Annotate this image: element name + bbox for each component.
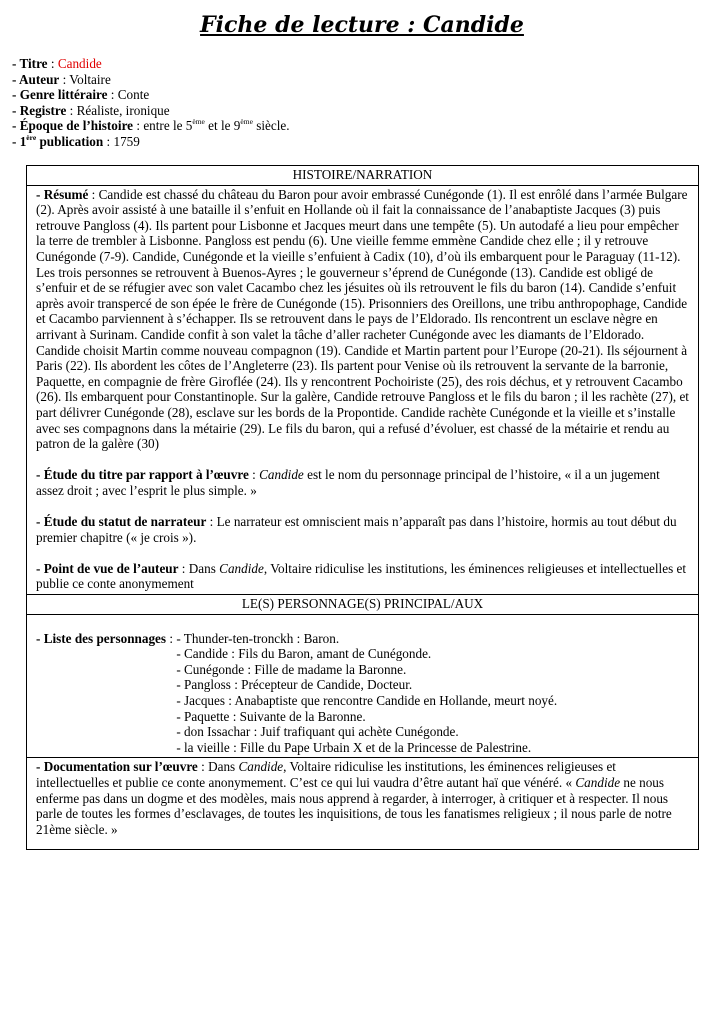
meta-titre-value: Candide [57,56,102,71]
statut-paragraph: - Étude du statut de narrateur : Le narrateur est omniscient mais n’apparaît pas dans l’histoire, hormis au tout début du premier chapitre (« je crois »). [36,514,677,545]
meta-publication-label-pre: 1 [19,133,27,149]
list-item: - la vieille : Fille du Pape Urbain X et de la Princesse de Palestrine. [176,739,532,755]
personnages-section [27,614,699,758]
histoire-section [27,185,699,594]
documentation-paragraph: - Documentation sur l’œuvre : Dans Candide, Voltaire ridiculise les institutions, les éminences religieuses et intellectuelles et publie ce conte anonymement. C’est ce qui lui vaudra d’être autant haï que vénéré. « Candide ne nous enferme pas dans un dogme et des modèles, mais nous apprend à regarder, à interroger, à critiquer et à respecter. Il nous parle de toutes les formes d’esclavages, de toutes les inquisitions, de tous les fanatismes religieux ; il nous parle de notre 21ème siècle. » [36,759,672,837]
book-metadata [12,56,712,150]
pdv-paragraph: - Point de vue de l’auteur : Dans Candide, Voltaire ridiculise les institutions, les éminences religieuses et intellectuelles et publie ce conte anonymement [36,560,687,592]
resume-text: Candide est chassé du château du Baron pour avoir embrassé Cunégonde (1). Il est enrôlé dans l’armée Bulgare (2). Après avoir assisté à une bataille il s’enfuit en Hollande où il fait la connaissance de l’anabaptiste Jacques (3) puis retrouve Pangloss (4). Ils partent pour Lisbonne et Jacques meurt dans une tempête (5). Un autodafé a lieu pour empêcher la terre de trembler à Lisbonne. Pangloss est pendu (6). Une vieille femme emmène Candide chez elle ; il y retrouve Cunégonde (7-9). Candide, Cunégonde et la vieille s’enfuient à Cadix (10), d’où ils embarquent pour le Paraguay (11-12). Les trois personnes se retrouvent à Buenos-Ayres ; le gouverneur s’éprend de Cunégonde (13). Candide est obligé de s’enfuir et de se réfugier avec son valet Cacambo chez les jésuites où ils retrouvent le fils du baron (14). Candide s’enfuit après avoir transpercé de son épée le frère de Cunégonde (15). Prisonniers des Oreillons, une tribu anthropophage, Candide et Cacambo parviennent à s’échapper. Ils se retrouvent dans le pays de l’Eldorado. Ils rencontrent un esclave nègre en arrivant à Surinam. Candide confit à son valet la tâche d’aller racheter Cunégonde avec les diamants de l’Eldorado. Candide choisit Martin comme nouveau compagnon (19). Candide et Martin partent pour l’Europe (20-21). Ils séjournent à Paris (22). Ils abordent les côtes de l’Angleterre (23). Ils partent pour Venise où ils retrouvent la servante de la barronie, Paquette, en compagnie de frère Giroflée (24). Ils y rencontrent Pochoiriste (25), des rois déchus, et y retrouvent Cacambo (26). Ils embarquent pour Constantinople. Sur la galère, Candide retrouve Pangloss et le fils du baron ; il les rachète (27), et part délivrer Cunégonde (28), esclave sur les bords de la Propontide. Candide rachète Cunégonde et la vieille et s’installe avec ses compagnons dans la métairie (29). Le fils du baron, qui a refusé d’évoluer, est chassé de la métairie et rendu au patron de la galère (30) [36,186,689,452]
meta-publication-label-post: publication [36,133,104,149]
meta-epoque-pre: entre le 5 [143,118,193,134]
meta-genre: - Genre littéraire : Conte [12,87,150,103]
list-item: - Cunégonde : Fille de madame la Baronne. [176,661,407,677]
meta-epoque-sup1: ème [192,117,205,127]
meta-auteur: - Auteur : Voltaire [12,71,111,87]
list-item: - Jacques : Anabaptiste que rencontre Candide en Hollande, meurt noyé. [176,693,558,708]
titre-study-em: Candide [259,467,304,483]
meta-publication-label-sup: ère [26,132,37,142]
page-title: Fiche de lecture : Candide [200,12,524,38]
personnages-label-cell: - Liste des personnages : [36,630,177,646]
personnages-heading: LE(S) PERSONNAGE(S) PRINCIPAL/AUX [27,595,699,615]
documentation-pre: Dans [208,759,239,775]
meta-titre: - Titre : Candide [12,56,102,71]
meta-titre-label: Titre [19,56,48,71]
meta-registre-value: Réaliste, ironique [76,102,170,118]
list-item: - don Issachar : Juif trafiquant qui achète Cunégonde. [176,724,459,740]
reading-sheet-table [26,165,699,850]
meta-genre-value: Conte [117,87,150,103]
resume-paragraph: - Résumé : Candide est chassé du château du Baron pour avoir embrassé Cunégonde (1). Il est enrôlé dans l’armée Bulgare (2). Après avoir assisté à une bataille il s’enfuit en Hollande où il fait la connaissance de l’anabaptiste Jacques (3) puis retrouve Pangloss (4). Ils partent pour Lisbonne et Jacques meurt dans une tempête (5). Un autodafé a lieu pour empêcher la terre de trembler à Lisbonne. Pangloss est pendu (6). Une vieille femme emmène Candide chez elle ; il y retrouve Cunégonde (7-9). Candide, Cunégonde et la vieille s’enfuient à Cadix (10), d’où ils embarquent pour le Paraguay (11-12). Les trois personnes se retrouvent à Buenos-Ayres ; le gouverneur s’éprend de Cunégonde (13). Candide est obligé de s’enfuir et de se réfugier avec son valet Cacambo chez les jésuites où ils retrouvent le fils du baron (14). Candide s’enfuit après avoir transpercé de son épée le frère de Cunégonde (15). Prisonniers des Oreillons, une tribu anthropophage, Candide et Cacambo parviennent à s’échapper. Ils se retrouvent dans le pays de l’Eldorado. Ils rencontrent un esclave nègre en arrivant à Surinam. Candide confit à son valet la tâche d’aller racheter Cunégonde avec les diamants de l’Eldorado. Candide choisit Martin comme nouveau compagnon (19). Candide et Martin partent pour l’Europe (20-21). Ils séjournent à Paris (22). Ils abordent les côtes de l’Angleterre (23). Ils partent pour Venise où ils retrouvent la servante de la barronie, Paquette, en compagnie de frère Giroflée (24). Ils y rencontrent Pochoiriste (25), des rois déchus, et y retrouvent Cacambo (26). Ils embarquent pour Constantinople. Sur la galère, Candide retrouve Pangloss et le fils du baron ; il les rachète (27), et part délivrer Cunégonde (28), esclave sur les bords de la Propontide. Candide rachète Cunégonde et la vieille et s’installe avec ses compagnons dans la métairie (29). Le fils du baron, qui a refusé d’évoluer, est chassé de la métairie et rendu au patron de la galère (30) [36,186,689,452]
meta-epoque-label: Époque de l’histoire [19,118,134,134]
personnages-list [36,631,557,756]
list-item: - Thunder-ten-tronckh : Baron. [176,630,340,646]
meta-genre-label: Genre littéraire [19,87,108,103]
meta-epoque-mid: et le 9 [204,118,241,134]
documentation-mid: , Voltaire ridiculise les institutions, les éminences religieuses et intellectuelles et publie ce conte anonymement. C’est ce qui lui vaudra d’être autant haï que vénéré. « [36,759,616,790]
list-item: - Candide : Fils du Baron, amant de Cunégonde. [176,646,432,662]
meta-publication-value: 1759 [113,133,140,149]
documentation-em2: Candide [575,774,621,790]
titre-study-text: est le nom du personnage principal de l’histoire, « il a un jugement assez droit ; avec l’esprit le plus simple. » [36,467,660,498]
titre-study-label: - Étude du titre par rapport à l’œuvre [36,467,249,483]
meta-auteur-value: Voltaire [69,71,111,87]
meta-auteur-label: Auteur [18,71,60,87]
personnages-items [176,631,557,756]
resume-label: - Résumé [36,186,89,202]
documentation-em1: Candide [238,759,284,775]
list-item: - Pangloss : Précepteur de Candide, Docteur. [176,677,413,693]
meta-registre: - Registre : Réaliste, ironique [12,102,170,118]
histoire-heading: HISTOIRE/NARRATION [27,166,699,186]
documentation-label: - Documentation sur l’œuvre [36,759,198,775]
meta-epoque-sup2: ème [240,117,253,127]
pdv-em: Candide [219,560,264,576]
meta-registre-label: Registre [19,102,67,118]
documentation-post: ne nous enferme pas dans un dogme et des modèles, mais nous apprend à regarder, à interroger, à critiquer et à respecter. Il nous parle de toutes les formes d’esclavages, de toutes les inquisitions, de tous les fanatismes religieux ; il nous parle de notre 21ème siècle. » [36,774,672,837]
statut-text: Le narrateur est omniscient mais n’apparaît pas dans l’histoire, hormis au tout début du premier chapitre (« je crois »). [36,514,677,545]
titre-study-paragraph: - Étude du titre par rapport à l’œuvre : Candide est le nom du personnage principal de l’histoire, « il a un jugement assez droit ; avec l’esprit le plus simple. » [36,467,660,498]
meta-publication: - 1ère publication : 1759 [12,132,140,149]
meta-epoque: - Époque de l’histoire : entre le 5ème et le 9ème siècle. [12,117,290,134]
pdv-label: - Point de vue de l’auteur [36,560,179,576]
meta-epoque-post: siècle. [252,118,290,134]
list-item: - Paquette : Suivante de la Baronne. [176,708,366,724]
pdv-pre: Dans [188,560,220,576]
pdv-text: , Voltaire ridiculise les institutions, les éminences religieuses et intellectuelles et publie ce conte anonymement [36,560,687,592]
personnages-label: - Liste des personnages [36,630,167,646]
statut-label: - Étude du statut de narrateur [36,514,207,530]
documentation-section [27,758,699,850]
